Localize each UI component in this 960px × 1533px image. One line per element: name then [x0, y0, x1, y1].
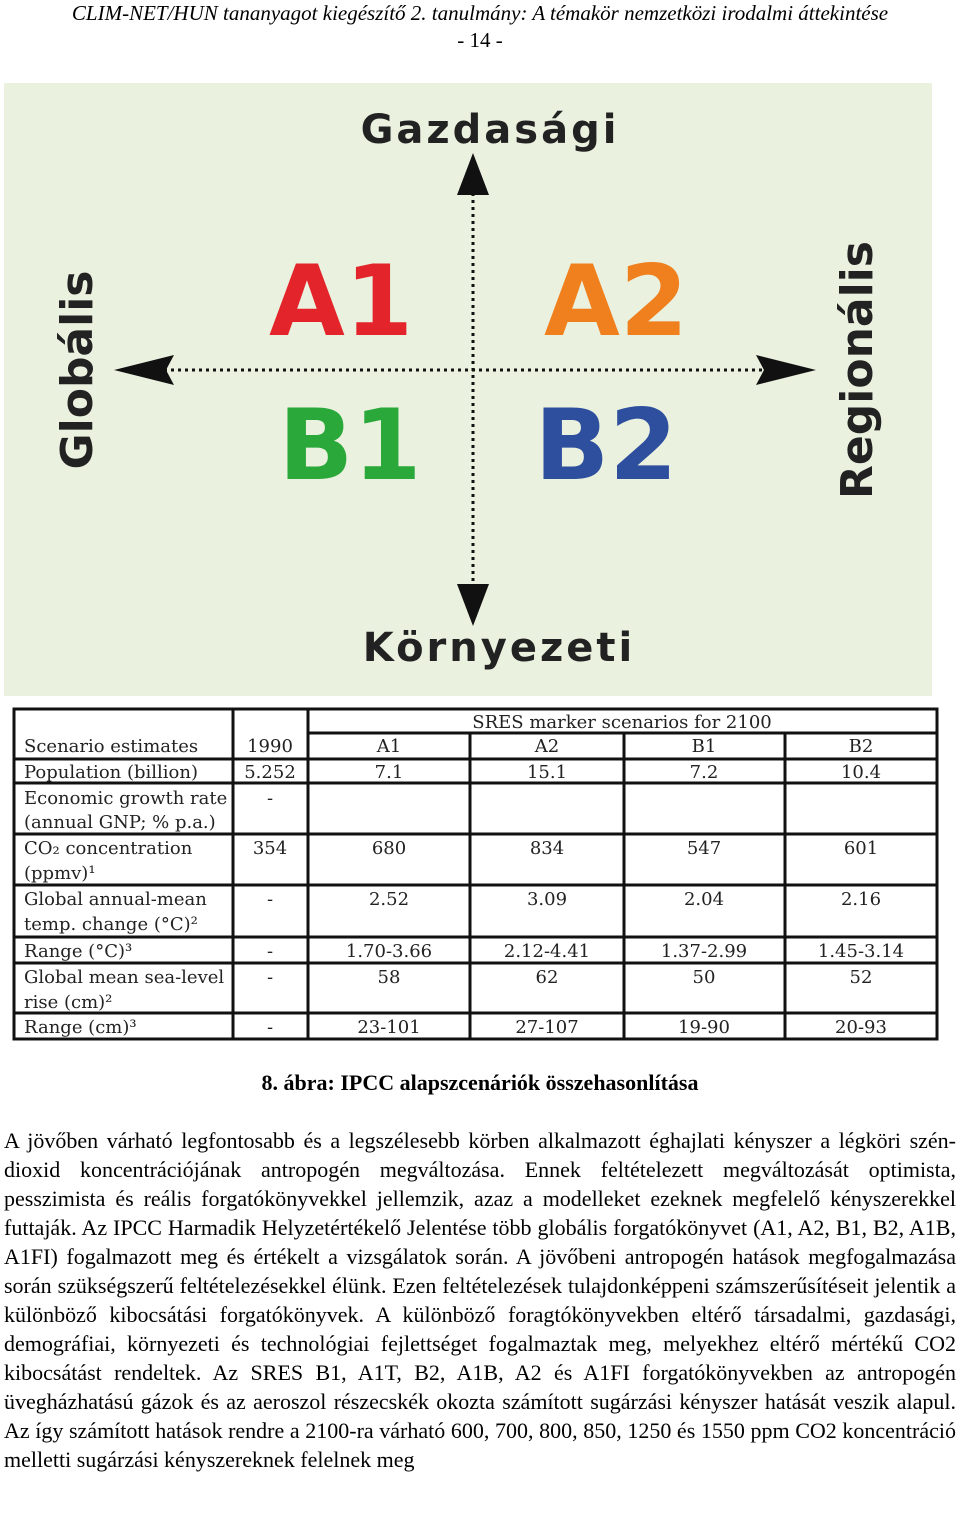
table-row-label: Economic growth rate	[24, 788, 228, 809]
table-cell: 27-107	[515, 1017, 579, 1038]
table-cell: 50	[692, 967, 716, 988]
table-cell: 3.09	[526, 889, 568, 910]
table-row-label: (ppmv)¹	[24, 863, 96, 884]
table-cell: 1.70-3.66	[345, 941, 433, 962]
running-header: CLIM-NET/HUN tananyagot kiegészítő 2. tanulmány: A témakör nemzetközi irodalmi áttekintése	[71, 1, 889, 25]
quadrant-b1: B1	[278, 389, 422, 503]
table-header-cell: B1	[691, 736, 717, 757]
table-cell: 2.52	[368, 889, 410, 910]
quadrant-a1: A1	[268, 245, 414, 359]
table-row-label: CO₂ concentration	[24, 838, 193, 859]
table-header-cell: B2	[848, 736, 874, 757]
table-cell: 2.12-4.41	[503, 941, 591, 962]
table-cell: 15.1	[526, 762, 568, 783]
table-cell: -	[266, 889, 274, 910]
scenario-table	[12, 707, 939, 1041]
table-cell: -	[266, 788, 274, 809]
table-cell: 601	[843, 838, 879, 859]
table-cell: -	[266, 1017, 274, 1038]
table-cell: -	[266, 967, 274, 988]
arrow-down-icon	[457, 584, 489, 626]
arrow-up-icon	[457, 153, 489, 195]
page-number: - 14 -	[457, 28, 503, 52]
figure-caption: 8. ábra: IPCC alapszcenáriók összehasonlítása	[261, 1070, 699, 1095]
table-header-cell: A1	[376, 736, 402, 757]
scenario-diagram	[4, 83, 932, 696]
table-cell: 834	[529, 838, 565, 859]
body-paragraph: A jövőben várható legfontosabb és a legszélesebb körben alkalmazott éghajlati kényszer a légköri szén-dioxid koncentrációjának antropogén megváltozása. Ennek feltételezett megváltozását optimista, pesszimista és reális forgatókönyvekkel jellemzik, azaz a modelleket ezeknek megfelelő kényszerekkel futtaják. Az IPCC Harmadik Helyzetértékelő Jelentése több globális forgatókönyvet (A1, A2, B1, B2, A1B, A1FI) fogalmazott meg és értékelt a vizsgálatok során. A jövőbeni antropogén hatások megfogalmazása során szükségszerű feltételezésekkel élünk. Ezen feltételezések tulajdonképpeni számszerűsítéseit jelentik a különböző kibocsátási forgatókönyvek. A különböző foragtókönyvekben eltérő társadalmi, gazdasági, demográfiai, környezeti és technológiai fejlettséget fogalmaztak meg, melyekhez eltérő mértékű CO2 kibocsátást rendeltek. Az SRES B1, A1T, B2, A1B, A2 és A1FI forgatókönyvekben az antropogén üvegházhatású gázok és az aeroszol részecskék okozta számított sugárzási kényszer hatását veszik alapul. Az így számított hatások rendre a 2100-ra várható 600, 700, 800, 850, 1250 és 1550 ppm CO2 koncentráció melletti sugárzási kényszereknek felelnek meg	[4, 1128, 956, 1472]
quadrant-b2: B2	[534, 389, 678, 503]
table-cell: 7.2	[689, 762, 719, 783]
table-cell: 1.37-2.99	[660, 941, 748, 962]
table-cell: 547	[686, 838, 722, 859]
table-header-cell: Scenario estimates	[24, 736, 199, 757]
axis-label-right: Regionális	[832, 241, 883, 499]
table-cell: 7.1	[374, 762, 404, 783]
axis-label-left: Globális	[52, 270, 103, 470]
table-cell: 2.04	[683, 889, 725, 910]
quadrant-a2: A2	[543, 245, 689, 359]
table-cell: 52	[849, 967, 873, 988]
table-cell: 62	[535, 967, 559, 988]
table-cell: 19-90	[678, 1017, 730, 1038]
table-row-label: temp. change (°C)²	[24, 914, 198, 935]
table-super-header: SRES marker scenarios for 2100	[472, 712, 772, 733]
table-cell: 23-101	[357, 1017, 421, 1038]
arrow-right-icon	[756, 355, 816, 385]
table-header-cell: A2	[534, 736, 560, 757]
table-cell: 58	[377, 967, 401, 988]
table-row-label: Range (cm)³	[24, 1017, 137, 1038]
table-cell: 2.16	[840, 889, 882, 910]
table-header-cell: 1990	[247, 736, 293, 757]
table-row-label: Global mean sea-level	[24, 967, 225, 988]
table-cell: 354	[252, 838, 288, 859]
table-row-label: Range (°C)³	[24, 941, 133, 962]
arrow-left-icon	[114, 355, 174, 385]
table-row-label: (annual GNP; % p.a.)	[24, 812, 216, 833]
axis-label-bottom: Környezeti	[362, 625, 636, 671]
axis-label-top: Gazdasági	[360, 107, 620, 153]
table-cell: 1.45-3.14	[817, 941, 905, 962]
table-row-label: Population (billion)	[24, 762, 198, 783]
table-row-label: Global annual-mean	[24, 889, 207, 910]
table-cell: 20-93	[835, 1017, 887, 1038]
table-cell: 680	[371, 838, 407, 859]
table-cell: -	[266, 941, 274, 962]
table-cell: 10.4	[840, 762, 882, 783]
table-row-label: rise (cm)²	[24, 992, 113, 1013]
table-cell: 5.252	[244, 762, 296, 783]
